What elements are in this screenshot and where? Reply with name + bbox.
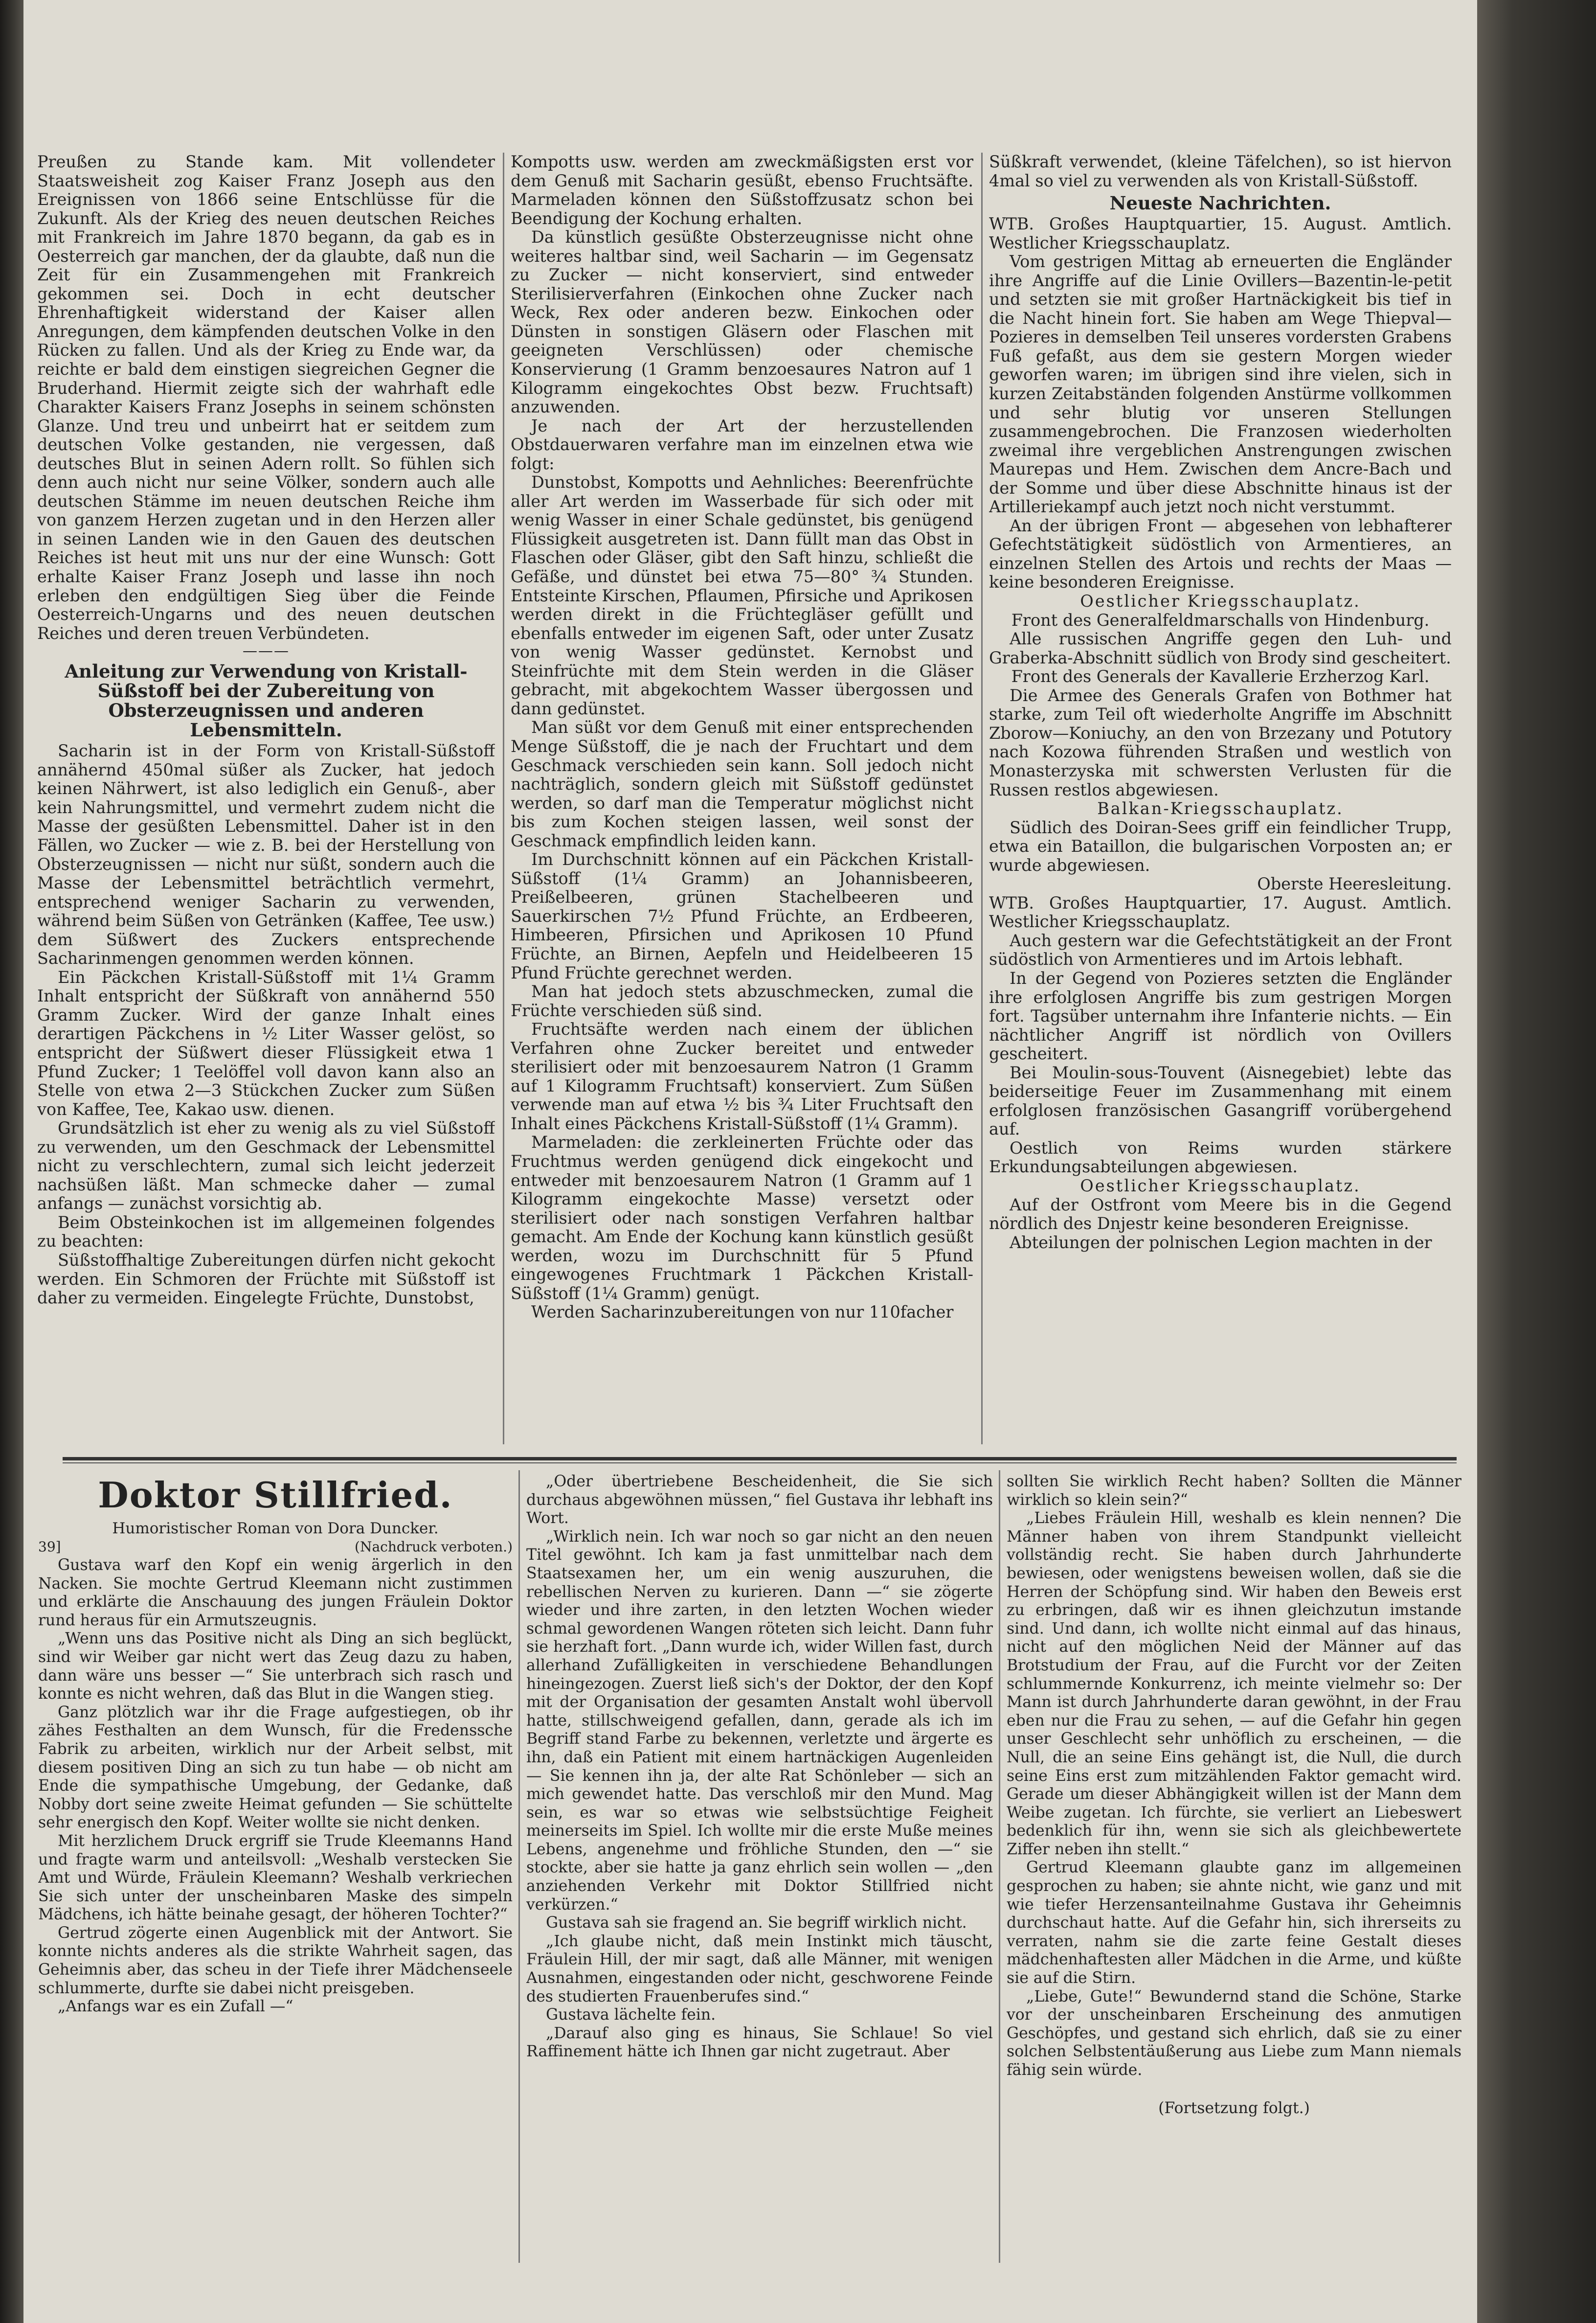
paragraph: Gustava lächelte fein. [546, 2006, 716, 2024]
paragraph: Man hat jedoch stets abzuschmecken, zumal die Früchte verschieden süß sind. [511, 982, 973, 1020]
paragraph: Da künstlich gesüßte Obsterzeugnisse nicht ohne weiteres haltbar sind, weil Sacharin — im Gegensatz zu Zucker — nicht konserviert, sind entweder Sterilisierverfahren (Einkochen ohne Zucker nach Weck, Rex oder anderen bezw. Einkochen oder Dünsten in sonstigen Gläsern oder Flaschen mit geeigneten Verschlüssen) oder chemische Konservierung (1 Gramm benzoesaures Natron auf 1 Kilogramm eingekochtes Obst bezw. Fruchtsaft) anzuwenden. [511, 228, 973, 417]
section-title: Oestlicher Kriegsschauplatz. [1080, 592, 1361, 611]
column-1 [37, 153, 495, 1444]
section-title: Oestlicher Kriegsschauplatz. [1080, 1176, 1361, 1195]
paragraph: Die Armee des Generals Grafen von Bothmer hat starke, zum Teil oft wiederholte Angriffe im Abschnitt Zborow—Koniuchy, an den von Brzezany und Potutory nach Kozowa führenden Straßen und westlich von Monasterzyska mit schwersten Verlusten für die Russen restlos abgewiesen. [989, 685, 1452, 799]
paragraph: Marmeladen: die zerkleinerten Früchte oder das Fruchtmus werden genügend dick eingekocht und entweder mit benzoesaurem Natron (1 Gramm auf 1 Kilogramm eingekochte Masse) versetzt oder sterilisiert oder nach sonstigen Verfahren haltbar gemacht. Am Ende der Kochung kann künstlich gesüßt werden, wozu im Durchschnitt für 5 Pfund eingewogenes Fruchtmark 1 Päckchen Kristall-Süßstoff (1¼ Gramm) genügt. [511, 1133, 973, 1303]
novel-column-3 [1007, 1473, 1461, 2263]
paragraph: Man süßt vor dem Genuß mit einer entsprechenden Menge Süßstoff, die je nach der Fruchtart und dem Geschmack verschieden sein kann. Soll jedoch nicht nachträglich, sondern gleich mit Süßstoff gedünstet werden, so darf man die Temperatur möglichst nicht bis zum Kochen steigen lassen, weil sonst der Geschmack empfindlich leiden kann. [511, 718, 973, 850]
paragraph: Vom gestrigen Mittag ab erneuerten die Engländer ihre Angriffe auf die Linie Ovillers—Bazentin-le-petit und setzten sie mit großer Hartnäckigkeit bis tief in die Nacht hinein fort. Sie haben am Wege Thiepval—Pozieres in demselben Teil unseres vordersten Grabens Fuß gefaßt, aus dem sie gestern Morgen wieder geworfen waren; im übrigen sind ihre vielen, sich in kurzen Zeitabständen folgenden Anstürme vollkommen und sehr blutig vor unseren Stellungen zusammengebrochen. Die Franzosen wiederholten zweimal ihre vergeblichen Anstrengungen zwischen Maurepas und Hem. Zwischen dem Ancre-Bach und der Somme und über diese Abschnitte hinaus ist der Artilleriekampf auch jetzt noch nicht verstummt. [989, 252, 1452, 517]
paragraph: Im Durchschnitt können auf ein Päckchen Kristall-Süßstoff (1¼ Gramm) an Johannisbeeren, Preißelbeeren, grünen Stachelbeeren und Sauerkirschen 7½ Pfund Früchte, an Erdbeeren, Himbeeren, Pfirsichen und Aprikosen 10 Pfund Früchte, an Birnen, Aepfeln und Heidelbeeren 15 Pfund Früchte gerechnet werden. [511, 850, 973, 982]
paragraph: Oestlich von Reims wurden stärkere Erkundungsabteilungen abgewiesen. [989, 1138, 1452, 1177]
paragraph: Südlich des Doiran-Sees griff ein feindlicher Trupp, etwa ein Bataillon, die bulgarischen Vorposten an; er wurde abgewiesen. [989, 818, 1452, 875]
paragraph: Auch gestern war die Gefechtstätigkeit an der Front südöstlich von Armentieres und im Artois lebhaft. [989, 931, 1452, 969]
column-rule [981, 153, 983, 1444]
dateline: WTB. Großes Hauptquartier, 15. August. Amtlich. Westlicher Kriegsschauplatz. [989, 214, 1452, 252]
paragraph: Fruchtsäfte werden nach einem der üblichen Verfahren ohne Zucker bereitet und entweder sterilisiert oder mit benzoesaurem Natron (1 Gramm auf 1 Kilogramm Fruchtsaft) konserviert. Zum Süßen verwende man auf etwa ½ bis ¾ Liter Fruchtsaft den Inhalt eines Päckchens Kristall-Süßstoff (1¼ Gramm). [511, 1020, 973, 1133]
paragraph: „Anfangs war es ein Zufall —“ [58, 1998, 293, 2016]
column-rule [518, 1470, 520, 2263]
paragraph: Gustava warf den Kopf ein wenig ärgerlich in den Nacken. Sie mochte Gertrud Kleemann nicht zustimmen und erklärte die Anschauung des jungen Fräulein Doktor rund heraus für ein Armutszeugnis. [38, 1556, 513, 1629]
separator: ——— [243, 642, 290, 660]
binding-strip [0, 0, 23, 2323]
paragraph: Mit herzlichem Druck ergriff sie Trude Kleemanns Hand und fragte warm und anteilsvoll: „Weshalb verstecken Sie Amt und Würde, Fräulein Kleemann? Weshalb verkriechen Sie sich unter der unscheinbaren Maske des simpeln Mädchens, ich hätte beinahe gesagt, der höheren Tochter?“ [38, 1832, 513, 1924]
paragraph: „Darauf also ging es hinaus, Sie Schlaue! So viel Raffinement hätte ich Ihnen gar nicht zugetraut. Aber [526, 2024, 993, 2061]
section-rule-thin [63, 1462, 1457, 1463]
paragraph: „Wenn uns das Positive nicht als Ding an sich beglückt, sind wir Weiber gar nicht wert das Zeug dazu zu haben, dann wäre uns besser —“ Sie unterbrach sich rasch und konnte es nicht wehren, daß das Blut in die Wangen stieg. [38, 1630, 513, 1703]
paragraph: sollten Sie wirklich Recht haben? Sollten die Männer wirklich so klein sein?“ [1007, 1473, 1461, 1509]
paragraph: Süßstoffhaltige Zubereitungen dürfen nicht gekocht werden. Ein Schmoren der Früchte mit Süßstoff ist daher zu vermeiden. Eingelegte Früchte, Dunstobst, [37, 1250, 495, 1308]
paragraph: Je nach der Art der herzustellenden Obstdauerwaren verfahre man im einzelnen etwa wie folgt: [511, 416, 973, 473]
paragraph: Grundsätzlich ist eher zu wenig als zu viel Süßstoff zu verwenden, um den Geschmack der Lebensmittel nicht zu verschlechtern, zumal sich leicht jederzeit nachsüßen läßt. Man schmecke daher — zumal anfangs — zunächst vorsichtig ab. [37, 1118, 495, 1213]
novel-column-1 [38, 1470, 513, 2263]
paragraph: Gustava sah sie fragend an. Sie begriff wirklich nicht. [546, 1914, 967, 1932]
paragraph: Werden Sacharinzubereitungen von nur 110facher [531, 1302, 954, 1322]
paragraph: Ein Päckchen Kristall-Süßstoff mit 1¼ Gramm Inhalt entspricht der Süßkraft von annähernd 550 Gramm Zucker. Wird der ganze Inhalt eines derartigen Päckchens in ½ Liter Wasser gelöst, so entspricht der Süßwert dieser Flüssigkeit etwa 1 Pfund Zucker; 1 Teelöffel voll davon kann also an Stelle von etwa 2—3 Stückchen Zucker zum Süßen von Kaffee, Tee, Kakao usw. dienen. [37, 967, 495, 1119]
paragraph: Gertrud zögerte einen Augenblick mit der Antwort. Sie konnte nichts anderes als die strikte Wahrheit sagen, das Geheimnis aber, das scheu in der Tiefe ihrer Mädchenseele schlummerte, durfte sie dabei nicht preisgeben. [38, 1924, 513, 1997]
paragraph: Kompotts usw. werden am zweckmäßigsten erst vor dem Genuß mit Sacharin gesüßt, ebenso Fruchtsäfte. Marmeladen können den Süßstoffzusatz schon bei Beendigung der Kochung erhalten. [511, 153, 973, 228]
signature: Oberste Heeresleitung. [1257, 874, 1452, 894]
paragraph: Alle russischen Angriffe gegen den Luh- und Graberka-Abschnitt südlich von Brody sind gescheitert. [989, 629, 1452, 667]
paragraph: Gertrud Kleemann glaubte ganz im allgemeinen gesprochen zu haben; sie ahnte nicht, wie ganz und mit wie tiefer Herzensanteilnahme Gustava ihr Geheimnis durchschaut hatte. Auf die Gefahr hin, sich ihrerseits zu verraten, nahm sie die zarte feine Gestalt dieses mädchenhaftesten aller Mädchen in die Arme, und küßte sie auf die Stirn. [1007, 1859, 1461, 1987]
paragraph: „Oder übertriebene Bescheidenheit, die Sie sich durchaus abgewöhnen müssen,“ fiel Gustava ihr lebhaft ins Wort. [526, 1473, 993, 1527]
paragraph: Süßkraft verwendet, (kleine Täfelchen), so ist hiervon 4mal so viel zu verwenden als von Kristall-Süßstoff. [989, 153, 1452, 190]
paragraph: „Liebes Fräulein Hill, weshalb es klein nennen? Die Männer haben von ihrem Standpunkt vielleicht vollständig recht. Sie haben durch Jahrhunderte bewiesen, oder wenigstens beweisen wollen, daß sie die Herren der Schöpfung sind. Wir haben den Beweis erst zu erbringen, daß wir es ihnen gleichzutun imstande sind. Und dann, ich wollte nicht einmal auf das hinaus, nicht auf den möglichen Neid der Männer auf das Brotstudium der Frau, auf die Furcht vor der Zeiten schlummernde Konkurrenz, ich meinte vielmehr so: Der Mann ist durch Jahrhunderte daran gewöhnt, in der Frau eben nur die Frau zu sehen, — auf die Gefahr hin gegen unser Geschlecht sehr unhöflich zu erscheinen, — die Null, die an seine Eins gehängt ist, die Null, die durch seine Eins erst zum mitzählenden Faktor gemacht wird. Gerade um dieser Abhängigkeit willen ist der Mann dem Weibe zugetan. Ich fürchte, sie verliert an Liebeswert bedenklich für ihn, wenn sie sich als gleichbewertete Ziffer neben ihn stellt.“ [1007, 1509, 1461, 1858]
paragraph: In der Gegend von Pozieres setzten die Engländer ihre erfolglosen Angriffe bis zum gestrigen Morgen fort. Tagsüber unternahm ihre Infanterie nichts. — Ein nächtlicher Angriff ist nördlich von Ovillers gescheitert. [989, 968, 1452, 1064]
paragraph: Auf der Ostfront vom Meere bis in die Gegend nördlich des Dnjestr keine besonderen Ereignisse. [989, 1195, 1452, 1233]
column-rule [503, 153, 504, 1444]
novel-subtitle: Humoristischer Roman von Dora Duncker. [112, 1520, 439, 1537]
article-end-kaiser: Preußen zu Stande kam. Mit vollendeter Staatsweisheit zog Kaiser Franz Joseph aus den Ereignissen von 1866 seine Entschlüsse für die Zukunft. Als der Krieg des neuen deutschen Reiches mit Frankreich im Jahre 1870 begann, da gab es in Oesterreich gar manchen, der da glaubte, daß nun die Zeit für ein Zusammengehen mit Frankreich gekommen sei. Doch in echt deutscher Ehrenhaftigkeit widerstand der Kaiser allen Anregungen, dem kämpfenden deutschen Volke in den Rücken zu fallen. Und als der Krieg zu Ende war, da reichte er bald dem einstigen siegreichen Gegner die Bruderhand. Hiermit zeigte sich der wahrhaft edle Charakter Kaisers Franz Josephs in seinem schönsten Glanze. Und treu und unbeirrt hat er seitdem zum deutschen Volke gestanden, nie vergessen, daß deutsches Blut in seinen Adern rollt. So fühlen sich denn auch nicht nur seine Völker, sondern auch alle deutschen Stämme im neuen deutschen Reiche ihm von ganzem Herzen zugetan und in den Herzen aller in seinen Landen wie in den Gauen des deutschen Reiches ist heut mit uns nur der eine Wunsch: Gott erhalte Kaiser Franz Joseph und lasse ihn noch erleben den endgültigen Sieg über die Feinde Oesterreich-Ungarns und des neuen deutschen Reiches und deren treuen Verbündeten. [37, 153, 495, 643]
column-rule [999, 1470, 1000, 2263]
article-heading-suessstoff: Anleitung zur Verwendung von Kristall-Süßstoff bei der Zubereitung von Obsterzeugnissen und anderen Lebensmitteln. [65, 660, 468, 741]
reprint-notice: (Nachdruck verboten.) [355, 1539, 513, 1555]
paragraph: Sacharin ist in der Form von Kristall-Süßstoff annähernd 450mal süßer als Zucker, hat jedoch keinen Nährwert, ist also lediglich ein Genuß-, aber kein Nahrungsmittel, und vermehrt zudem nicht die Masse der gesüßten Lebensmittel. Daher ist in den Fällen, wo Zucker — wie z. B. bei der Herstellung von Obsterzeugnissen — nicht nur süßt, sondern auch die Masse der Lebensmittel beträchtlich vermehrt, entsprechend weniger Sacharin zu verwenden, während beim Süßen von Getränken (Kaffee, Tee usw.) dem Süßwert des Zuckers entsprechende Sacharinmengen genommen werden können. [37, 741, 495, 968]
section-rule [63, 1457, 1457, 1460]
paragraph: An der übrigen Front — abgesehen von lebhafterer Gefechtstätigkeit südöstlich von Armentieres, an einzelnen Stellen des Artois und rechts der Maas — keine besonderen Ereignisse. [989, 516, 1452, 592]
paragraph: Bei Moulin-sous-Touvent (Aisnegebiet) lebte das beiderseitige Feuer im Zusammenhang mit einem erfolglosen französischen Gasangriff vorübergehend auf. [989, 1063, 1452, 1139]
paragraph: „Liebe, Gute!“ Bewundernd stand die Schöne, Starke vor der unscheinbaren Erscheinung des anmutigen Geschöpfes, und gestand sich ehrlich, daß sie zu einer solchen Selbstentäußerung aus Liebe zum Mann niemals fähig sein würde. [1007, 1987, 1461, 2079]
front-title: Front des Generals der Kavallerie Erzherzog Karl. [1011, 667, 1430, 686]
news-heading: Neueste Nachrichten. [1109, 192, 1331, 214]
front-title: Front des Generalfeldmarschalls von Hindenburg. [1011, 610, 1430, 630]
novel-title: Doktor Stillfried. [98, 1474, 453, 1516]
installment-number: 39] [38, 1539, 61, 1555]
section-title: Balkan-Kriegsschauplatz. [1097, 799, 1344, 819]
page-stack-edge [1477, 0, 1596, 2323]
column-2 [511, 153, 973, 1444]
paragraph: Dunstobst, Kompotts und Aehnliches: Beerenfrüchte aller Art werden im Wasserbade für sich oder mit wenig Wasser in einer Schale gedünstet, bis genügend Flüssigkeit ausgetreten ist. Dann füllt man das Obst in Flaschen oder Gläser, gibt den Saft hinzu, schließt die Gefäße, und dünstet bei etwa 75—80° ¾ Stunden. Entsteinte Kirschen, Pflaumen, Pfirsiche und Aprikosen werden direkt in die Früchtegläser gefüllt und ebenfalls entweder im eigenen Saft, oder unter Zusatz von wenig Wasser gedünstet. Kernobst und Steinfrüchte mit dem Stein werden in die Gläser gebracht, mit abgekochtem Wasser übergossen und dann gedünstet. [511, 473, 973, 718]
paragraph: „Wirklich nein. Ich war noch so gar nicht an den neuen Titel gewöhnt. Ich kam ja fast unmittelbar nach dem Staatsexamen her, um ein wenig auszuruhen, die rebellischen Nerven zu kurieren. Dann —“ sie zögerte wieder und ihre zarten, in den letzten Wochen wieder schmal gewordenen Wangen röteten sich leicht. Dann fuhr sie herzhaft fort. „Dann wurde ich, wider Willen fast, durch allerhand Zufälligkeiten in verschiedene Behandlungen hineingezogen. Zuerst ließ sich's der Doktor, der den Kopf mit der Organisation der gesamten Anstalt wohl übervoll hatte, stillschweigend gefallen, dann, gerade als ich im Begriff stand Farbe zu bekennen, verletzte und ärgerte es ihn, daß ein Patient mit einem hartnäckigen Augenleiden — Sie kennen ihn ja, der alte Rat Schönleber — sich an mich gewendet hatte. Das verschloß mir den Mund. Mag sein, es war so etwas wie selbstsüchtige Feigheit meinerseits im Spiel. Ich wollte mir die erste Muße meines Lebens, angenehme und fröhliche Stunden, den —“ sie stockte, aber sie hatte ja ganz ehrlich sein wollen — „den anziehenden Verkehr mit Doktor Stillfried nicht verkürzen.“ [526, 1527, 993, 1913]
dateline: WTB. Großes Hauptquartier, 17. August. Amtlich. Westlicher Kriegsschauplatz. [989, 893, 1452, 932]
novel-column-2 [526, 1473, 993, 2263]
paragraph: Beim Obsteinkochen ist im allgemeinen folgendes zu beachten: [37, 1212, 495, 1251]
continued-note: (Fortsetzung folgt.) [1158, 2099, 1310, 2117]
novel-meta [38, 1538, 513, 1556]
column-3 [989, 153, 1452, 1444]
paragraph: Abteilungen der polnischen Legion machten in der [1010, 1232, 1432, 1252]
paragraph: „Ich glaube nicht, daß mein Instinkt mich täuscht, Fräulein Hill, der mir sagt, daß alle Männer, mit wenigen Ausnahmen, eingestanden oder nicht, geschworene Feinde des studierten Frauenberufes sind.“ [526, 1932, 993, 2005]
newspaper-page [23, 0, 1477, 2323]
paragraph: Ganz plötzlich war ihr die Frage aufgestiegen, ob ihr zähes Festhalten an dem Wunsch, für die Fredenssche Fabrik zu arbeiten, wirklich nur der Arbeit selbst, mit diesem positiven Ding an sich zu tun habe — ob nicht am Ende die sympathische Umgebung, der Gedanke, daß Nobby dort seine zweite Heimat gefunden — Sie schüttelte sehr energisch den Kopf. Weiter wollte sie nicht denken. [38, 1703, 513, 1832]
